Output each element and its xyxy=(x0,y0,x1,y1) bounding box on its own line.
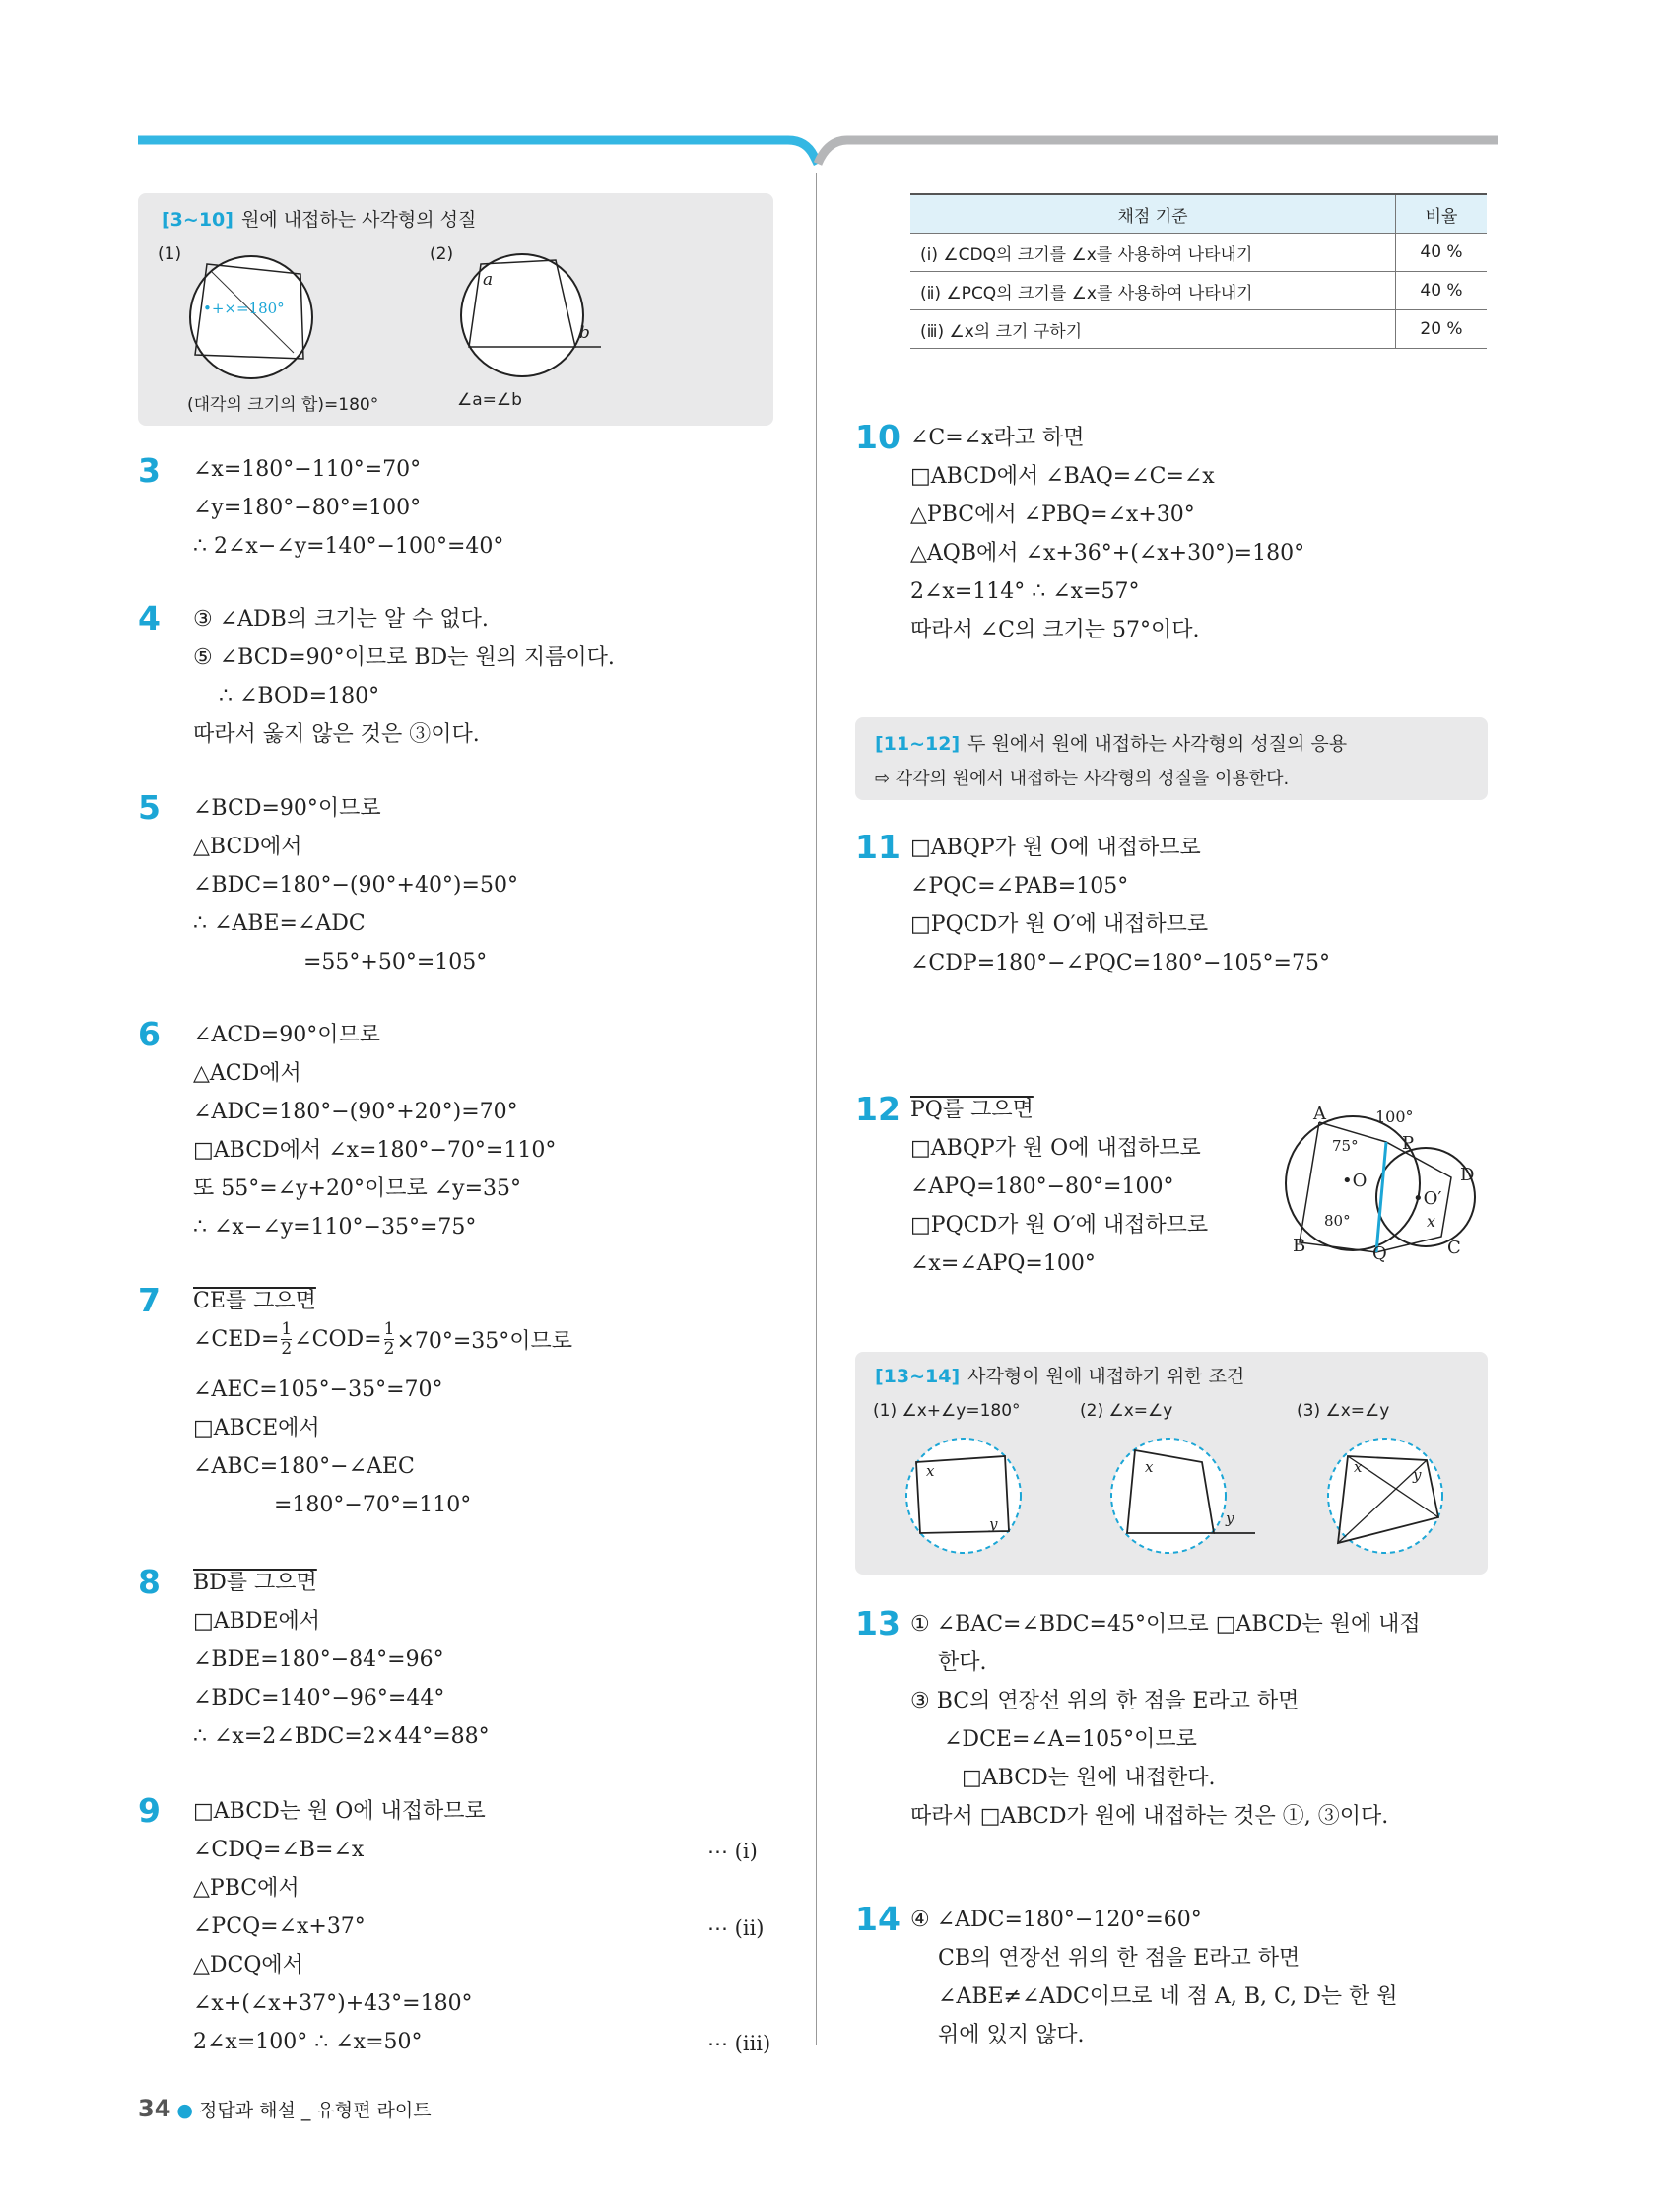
solution-line: 한다. xyxy=(938,1650,987,1675)
solution-line: □ABQP가 원 O에 내접하므로 xyxy=(910,836,1201,860)
problem-number: 9 xyxy=(138,1791,161,1830)
solution-line: ∠y=180°−80°=100° xyxy=(193,496,422,520)
solution-line: ③ BC의 연장선 위의 한 점을 E라고 하면 xyxy=(910,1689,1300,1713)
concept-box-3-10 xyxy=(138,193,773,426)
solution-line: □ABCD는 원 O에 내접하므로 xyxy=(193,1799,486,1824)
solution-line: ∠ADC=180°−(90°+20°)=70° xyxy=(193,1100,518,1124)
column-divider xyxy=(816,173,817,2045)
solution-line: 2∠x=114° ∴ ∠x=57° xyxy=(910,579,1140,604)
angle-75-label: 75° xyxy=(1332,1137,1359,1155)
table-cell: 40 % xyxy=(1396,272,1488,310)
step-mark: ⋯ (ⅲ) xyxy=(707,2032,771,2055)
solution-line: =55°+50°=105° xyxy=(303,950,488,974)
fig1-caption: (대각의 크기의 합)=180° xyxy=(187,395,379,415)
fraction-denominator: 2 xyxy=(383,1338,395,1359)
solution-line: ∠x+(∠x+37°)+43°=180° xyxy=(193,1991,473,2016)
angle-x-label: x xyxy=(1427,1212,1436,1231)
solution-line: □PQCD가 원 O′에 내접하므로 xyxy=(910,1213,1209,1238)
solution-line: ① ∠BAC=∠BDC=45°이므로 □ABCD는 원에 내접 xyxy=(910,1612,1421,1637)
solution-line: 따라서 옳지 않은 것은 ③이다. xyxy=(193,722,480,747)
box-subtitle: ⇨ 각각의 원에서 내접하는 사각형의 성질을 이용한다. xyxy=(875,769,1290,789)
problem-number: 4 xyxy=(138,599,161,637)
solution-line: △DCQ에서 xyxy=(193,1953,303,1977)
solution-line: □ABCD는 원에 내접한다. xyxy=(962,1766,1216,1790)
solution-line: □ABCD에서 ∠BAQ=∠C=∠x xyxy=(910,464,1215,489)
fig2-angle-b: b xyxy=(579,323,590,343)
solution-line: □ABCD에서 ∠x=180°−70°=110° xyxy=(193,1138,557,1163)
fig2-label: (2) xyxy=(430,244,454,264)
figure-exterior-angle xyxy=(453,244,611,382)
solution-line: ∠BCD=90°이므로 xyxy=(193,796,381,821)
solution-line: ∴ ∠x=2∠BDC=2×44°=88° xyxy=(193,1724,490,1749)
point-a-label: A xyxy=(1313,1104,1326,1124)
step-mark: ⋯ (ⅰ) xyxy=(707,1840,758,1863)
point-c-label: C xyxy=(1447,1238,1461,1258)
point-q-label: Q xyxy=(1372,1243,1387,1264)
point-b-label: B xyxy=(1293,1236,1306,1256)
condition-1-figure xyxy=(902,1435,1031,1563)
solution-line: ∴ ∠BOD=180° xyxy=(219,684,380,708)
fig2-angle-a: a xyxy=(483,270,494,290)
solution-line: ∠COD= xyxy=(294,1326,382,1352)
point-d-label: D xyxy=(1460,1165,1475,1185)
condition-1-label: (1) ∠x+∠y=180° xyxy=(873,1401,1021,1421)
solution-line: □ABDE에서 xyxy=(193,1609,321,1634)
solution-line: △BCD에서 xyxy=(193,835,302,859)
solution-line: 따라서 ∠C의 크기는 57°이다. xyxy=(910,618,1200,642)
solution-line: ∠BDC=140°−96°=44° xyxy=(193,1686,445,1710)
solution-line: □PQCD가 원 O′에 내접하므로 xyxy=(910,912,1209,937)
problem-number: 3 xyxy=(138,451,161,490)
angle-y-label: y xyxy=(1413,1466,1422,1484)
problem-number: 14 xyxy=(855,1900,901,1938)
solution-line: ∴ ∠x−∠y=110°−35°=75° xyxy=(193,1215,477,1240)
solution-line: ∠CDP=180°−∠PQC=180°−105°=75° xyxy=(910,951,1330,975)
angle-y-label: y xyxy=(989,1515,998,1533)
footer-bullet-icon: ● xyxy=(176,2100,193,2121)
table-cell: 20 % xyxy=(1396,310,1488,349)
solution-line: ∠BDC=180°−(90°+40°)=50° xyxy=(193,873,518,898)
angle-y-label: y xyxy=(1226,1509,1234,1527)
solution-line: ∠PQC=∠PAB=105° xyxy=(910,874,1129,899)
problem-number: 10 xyxy=(855,418,901,456)
solution-line: ⑤ ∠BCD=90°이므로 BD는 원의 지름이다. xyxy=(193,645,615,670)
solution-line: CB의 연장선 위의 한 점을 E라고 하면 xyxy=(938,1946,1301,1971)
solution-line: △ACD에서 xyxy=(193,1061,301,1086)
box-title: 사각형이 원에 내접하기 위한 조건 xyxy=(967,1366,1245,1387)
solution-line: △AQB에서 ∠x+36°+(∠x+30°)=180° xyxy=(910,541,1305,566)
table-cell: (ⅲ) ∠x의 크기 구하기 xyxy=(910,310,1396,349)
solution-line: 또 55°=∠y+20°이므로 ∠y=35° xyxy=(193,1176,522,1201)
angle-80-label: 80° xyxy=(1324,1212,1351,1230)
box-tag: [3~10] xyxy=(162,209,234,231)
solution-line: ∠C=∠x라고 하면 xyxy=(910,426,1085,450)
angle-x-label: x xyxy=(926,1462,935,1480)
fig1-label: (1) xyxy=(158,244,182,264)
problem-number: 6 xyxy=(138,1015,161,1053)
box-title: 원에 내접하는 사각형의 성질 xyxy=(240,209,477,231)
solution-line: PQ를 그으면 xyxy=(910,1098,1034,1122)
box-title: 두 원에서 원에 내접하는 사각형의 성질의 응용 xyxy=(967,733,1348,755)
solution-line: ∠DCE=∠A=105°이므로 xyxy=(944,1727,1197,1752)
box-tag: [13~14] xyxy=(875,1366,961,1387)
solution-line: ∠CED= xyxy=(193,1326,280,1352)
table-row xyxy=(910,234,1487,272)
table-cell: 40 % xyxy=(1396,234,1488,272)
solution-line: CE를 그으면 xyxy=(193,1289,316,1313)
table-header: 비율 xyxy=(1396,194,1488,234)
solution-line: 따라서 □ABCD가 원에 내접하는 것은 ①, ③이다. xyxy=(910,1804,1389,1829)
solution-line: 2∠x=100° ∴ ∠x=50° xyxy=(193,2030,423,2054)
problem-number: 12 xyxy=(855,1090,901,1128)
fig2-caption: ∠a=∠b xyxy=(457,390,522,410)
table-header: 채점 기준 xyxy=(910,194,1396,234)
solution-line: ③ ∠ADB의 크기는 알 수 없다. xyxy=(193,607,489,632)
concept-box-13-14 xyxy=(855,1352,1488,1575)
condition-3-figure xyxy=(1324,1435,1452,1563)
solution-line: BD를 그으면 xyxy=(193,1571,317,1595)
solution-line: ∠PCQ=∠x+37° xyxy=(193,1914,366,1939)
condition-2-label: (2) ∠x=∠y xyxy=(1080,1401,1173,1421)
problem-number: 11 xyxy=(855,828,901,866)
figure-opposite-angles xyxy=(177,248,325,386)
solution-line: ∠CDQ=∠B=∠x xyxy=(193,1838,365,1862)
page-number: 34 xyxy=(138,2095,171,2122)
concept-box-11-12 xyxy=(855,717,1488,800)
center-o-label: •O xyxy=(1342,1171,1368,1191)
condition-2-figure xyxy=(1107,1435,1295,1563)
solution-line: ④ ∠ADC=180°−120°=60° xyxy=(910,1908,1202,1932)
solution-line: ∴ 2∠x−∠y=140°−100°=40° xyxy=(193,534,504,559)
problem-number: 5 xyxy=(138,788,161,827)
solution-line: ∠BDE=180°−84°=96° xyxy=(193,1647,444,1672)
solution-line: □ABQP가 원 O에 내접하므로 xyxy=(910,1136,1201,1161)
fraction-numerator: 1 xyxy=(383,1319,395,1339)
table-cell: (ⅰ) ∠CDQ의 크기를 ∠x를 사용하여 나타내기 xyxy=(910,234,1396,272)
solution-line: □ABCE에서 xyxy=(193,1416,320,1441)
solution-line: △PBC에서 ∠PBQ=∠x+30° xyxy=(910,503,1195,527)
solution-line: ∠ABC=180°−∠AEC xyxy=(193,1454,415,1479)
solution-line: ×70°=35°이므로 xyxy=(396,1328,573,1354)
solution-line: 위에 있지 않다. xyxy=(938,2023,1085,2047)
fraction-numerator: 1 xyxy=(281,1319,293,1339)
center-o-prime-label: •O′ xyxy=(1413,1188,1442,1209)
step-mark: ⋯ (ⅱ) xyxy=(707,1916,765,1940)
fig1-inner-label: •+×=180° xyxy=(203,300,285,317)
page-footer xyxy=(138,2095,432,2122)
footer-text: 정답과 해설 _ 유형편 라이트 xyxy=(199,2100,432,2121)
solution-line: ∠AEC=105°−35°=70° xyxy=(193,1377,443,1402)
fraction-denominator: 2 xyxy=(281,1338,293,1359)
problem-number: 8 xyxy=(138,1563,161,1601)
solution-line: ∠ABE≠∠ADC이므로 네 점 A, B, C, D는 한 원 xyxy=(938,1984,1398,2009)
solution-line: ∴ ∠ABE=∠ADC xyxy=(193,911,366,936)
solution-line: ∠x=∠APQ=100° xyxy=(910,1251,1096,1276)
problem-number: 13 xyxy=(855,1604,901,1642)
solution-line: =180°−70°=110° xyxy=(274,1493,472,1517)
point-p-label: P xyxy=(1402,1133,1415,1154)
box-tag: [11~12] xyxy=(875,733,961,755)
solution-line: ∠APQ=180°−80°=100° xyxy=(910,1174,1174,1199)
table-row xyxy=(910,310,1487,349)
problem-number: 7 xyxy=(138,1281,161,1319)
angle-100-label: 100° xyxy=(1375,1107,1414,1126)
fraction-line xyxy=(193,1320,572,1370)
scoring-table xyxy=(910,193,1487,349)
top-decor-bar xyxy=(138,134,1498,173)
solution-line: △PBC에서 xyxy=(193,1876,300,1901)
condition-3-label: (3) ∠x=∠y xyxy=(1297,1401,1390,1421)
angle-x-label: x xyxy=(1354,1458,1363,1476)
table-row xyxy=(910,272,1487,310)
solution-line: ∠ACD=90°이므로 xyxy=(193,1023,380,1047)
table-header-row xyxy=(910,194,1487,234)
solution-line: ∠x=180°−110°=70° xyxy=(193,457,422,482)
angle-x-label: x xyxy=(1145,1458,1154,1476)
table-cell: (ⅱ) ∠PCQ의 크기를 ∠x를 사용하여 나타내기 xyxy=(910,272,1396,310)
